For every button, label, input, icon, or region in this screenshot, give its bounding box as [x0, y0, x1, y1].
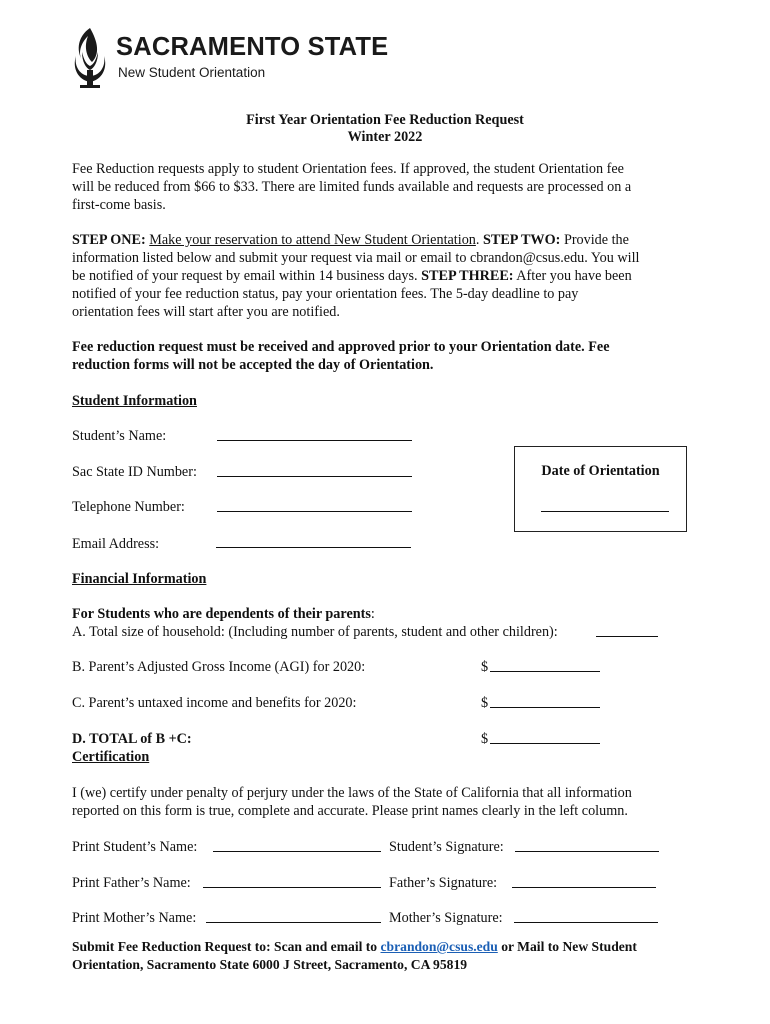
form-title: First Year Orientation Fee Reduction Request — [246, 112, 524, 128]
submit-suffix: or Mail to New Student — [497, 939, 637, 954]
father-signature-label: Father’s Signature: — [389, 875, 498, 891]
agi-currency: $ — [481, 659, 489, 675]
father-signature-field[interactable] — [512, 887, 656, 888]
id-number-field[interactable] — [217, 476, 412, 477]
submit-prefix: Submit Fee Reduction Request to: Scan and email to — [72, 939, 381, 954]
id-number-label: Sac State ID Number: — [72, 464, 197, 480]
steps-paragraph — [72, 231, 692, 321]
step-two-text: Provide the — [560, 232, 629, 248]
deadline-notice — [72, 338, 692, 374]
email-field[interactable] — [216, 547, 411, 548]
print-student-label: Print Student’s Name: — [72, 839, 198, 855]
submit-instructions — [72, 938, 692, 974]
agi-field[interactable] — [490, 671, 600, 672]
logo-subtitle: New Student Orientation — [118, 65, 266, 80]
student-signature-field[interactable] — [515, 851, 659, 852]
period: . — [475, 232, 480, 248]
intro-paragraph — [72, 160, 692, 214]
step-one-label: STEP ONE: — [72, 232, 146, 248]
dependents-heading — [72, 605, 375, 623]
dependents-heading-text: For Students who are dependents of their parents — [72, 606, 371, 622]
notice-line: Fee reduction request must be received and approved prior to your Orientation date. Fee — [72, 339, 610, 355]
steps-line: notified of your fee reduction status, pay your orientation fees. The 5-day deadline to pay — [72, 286, 579, 302]
date-of-orientation-box — [514, 446, 687, 532]
print-father-label: Print Father’s Name: — [72, 875, 191, 891]
untaxed-income-field[interactable] — [490, 707, 600, 708]
date-of-orientation-title: Date of Orientation — [541, 463, 660, 479]
steps-line: After you have been — [513, 268, 632, 284]
mother-signature-field[interactable] — [514, 922, 658, 923]
telephone-field[interactable] — [217, 511, 412, 512]
steps-line: information listed below and submit your request via mail or email to cbrandon@csus.edu. You will — [72, 250, 640, 266]
financial-info-heading: Financial Information — [72, 571, 207, 587]
print-father-field[interactable] — [203, 887, 381, 888]
steps-line: orientation fees will start after you are notified. — [72, 304, 340, 320]
intro-line: will be reduced from $66 to $33. There are limited funds available and requests are processed on a — [72, 179, 632, 195]
certification-line: I (we) certify under penalty of perjury under the laws of the State of California that all information — [72, 785, 632, 801]
submit-address: Orientation, Sacramento State 6000 J Street, Sacramento, CA 95819 — [72, 957, 468, 972]
reservation-link[interactable]: Make your reservation to attend New Student Orientation — [149, 232, 476, 248]
print-student-field[interactable] — [213, 851, 381, 852]
form-term: Winter 2022 — [347, 129, 423, 145]
total-field[interactable] — [490, 743, 600, 744]
print-mother-field[interactable] — [206, 922, 381, 923]
household-size-label: A. Total size of household: (Including number of parents, student and other children): — [72, 624, 558, 640]
step-three-label: STEP THREE: — [421, 268, 514, 284]
total-label: D. TOTAL of B +C: — [72, 731, 192, 747]
date-of-orientation-field[interactable] — [541, 511, 669, 512]
dependents-colon: : — [370, 606, 375, 622]
certification-heading: Certification — [72, 749, 150, 765]
household-size-field[interactable] — [596, 636, 658, 637]
untaxed-income-label: C. Parent’s untaxed income and benefits for 2020: — [72, 695, 357, 711]
certification-line: reported on this form is true, complete and accurate. Please print names clearly in the left column. — [72, 803, 628, 819]
submit-email-link[interactable]: cbrandon@csus.edu — [380, 939, 498, 954]
intro-line: Fee Reduction requests apply to student Orientation fees. If approved, the student Orientation fee — [72, 161, 624, 177]
intro-line: first-come basis. — [72, 197, 166, 213]
flame-torch-logo-icon — [70, 26, 110, 92]
telephone-label: Telephone Number: — [72, 499, 185, 515]
total-currency: $ — [481, 731, 489, 747]
agi-label: B. Parent’s Adjusted Gross Income (AGI) for 2020: — [72, 659, 366, 675]
mother-signature-label: Mother’s Signature: — [389, 910, 503, 926]
steps-line: be notified of your request by email within 14 business days. — [72, 268, 422, 284]
print-mother-label: Print Mother’s Name: — [72, 910, 197, 926]
logo-title: SACRAMENTO STATE — [116, 33, 389, 61]
step-two-label: STEP TWO: — [482, 232, 561, 248]
certification-paragraph — [72, 784, 692, 820]
untaxed-income-currency: $ — [481, 695, 489, 711]
student-name-label: Student’s Name: — [72, 428, 167, 444]
email-label: Email Address: — [72, 536, 160, 552]
notice-line: reduction forms will not be accepted the day of Orientation. — [72, 357, 434, 373]
student-name-field[interactable] — [217, 440, 412, 441]
student-info-heading: Student Information — [72, 393, 197, 409]
student-signature-label: Student’s Signature: — [389, 839, 504, 855]
